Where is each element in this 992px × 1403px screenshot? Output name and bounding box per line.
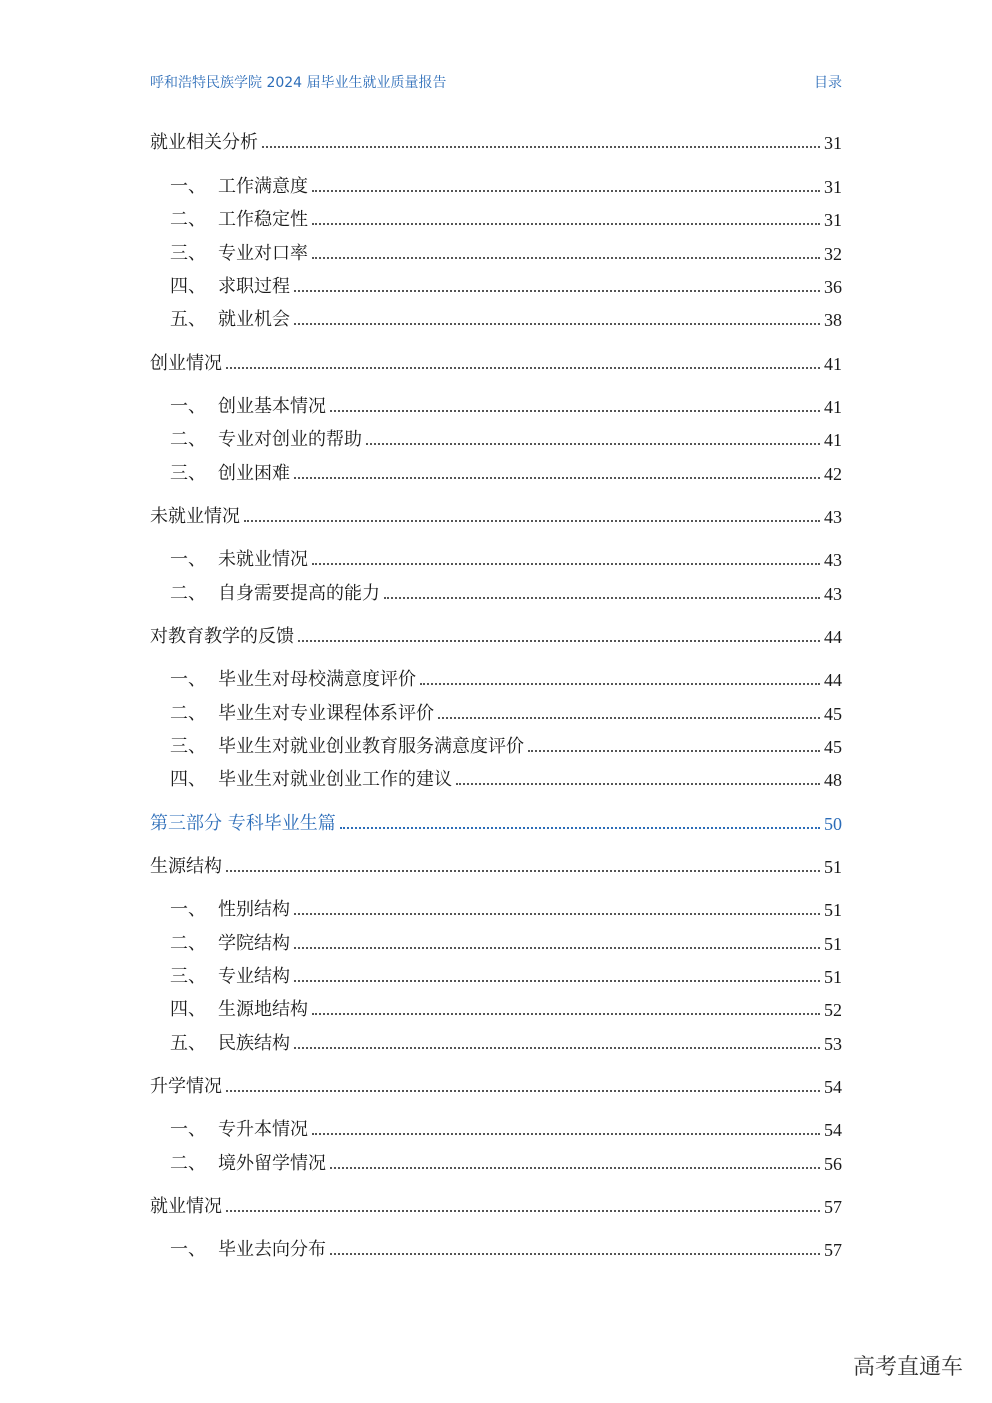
dot-leader (226, 870, 820, 872)
report-title: 呼和浩特民族学院 2024 届毕业生就业质量报告 (150, 75, 447, 91)
toc-section-entry[interactable] (150, 697, 842, 725)
toc-entry-title: 未就业情况 (218, 549, 308, 570)
toc-entry-number: 五、 (170, 1033, 206, 1054)
toc-entry-title: 专业结构 (218, 966, 290, 987)
dot-leader (312, 1013, 820, 1015)
toc-section-entry[interactable] (150, 270, 842, 298)
toc-entry-title: 性别结构 (218, 899, 290, 920)
toc-entry-title: 毕业生对专业课程体系评价 (218, 703, 434, 724)
toc-entry-title: 生源地结构 (218, 999, 308, 1020)
toc-chapter-entry[interactable] (150, 620, 842, 648)
toc-entry-page: 53 (824, 1034, 842, 1054)
toc-entry-title: 毕业去向分布 (218, 1239, 326, 1260)
toc-section-entry[interactable] (150, 1113, 842, 1141)
toc-section-entry[interactable] (150, 237, 842, 265)
toc-entry-number: 一、 (170, 899, 206, 920)
toc-entry-page: 45 (824, 737, 842, 757)
toc-entry-number: 一、 (170, 176, 206, 197)
running-header (150, 70, 842, 94)
toc-section-entry[interactable] (150, 663, 842, 691)
toc-entry-page: 57 (824, 1197, 842, 1217)
toc-section-entry[interactable] (150, 1147, 842, 1175)
toc-section-entry[interactable] (150, 423, 842, 451)
dot-leader (438, 717, 820, 719)
toc-entry-title: 生源结构 (150, 856, 222, 877)
dot-leader (384, 597, 820, 599)
dot-leader (312, 563, 820, 565)
toc-entry-number: 一、 (170, 396, 206, 417)
toc-section-entry[interactable] (150, 960, 842, 988)
toc-entry-number: 四、 (170, 999, 206, 1020)
toc-entry-title: 工作稳定性 (218, 209, 308, 230)
toc-entry-page: 31 (824, 177, 842, 197)
dot-leader (226, 1090, 820, 1092)
toc-entry-title: 就业相关分析 (150, 132, 258, 153)
toc-entry-number: 二、 (170, 1153, 206, 1174)
toc-entry-title: 就业情况 (150, 1196, 222, 1217)
toc-entry-number: 三、 (170, 966, 206, 987)
toc-section-entry[interactable] (150, 303, 842, 331)
toc-entry-title: 学院结构 (218, 933, 290, 954)
dot-leader (226, 1210, 820, 1212)
toc-entry-page: 31 (824, 210, 842, 230)
toc-section-entry[interactable] (150, 457, 842, 485)
toc-chapter-entry[interactable] (150, 1070, 842, 1098)
toc-entry-page: 43 (824, 584, 842, 604)
toc-section-entry[interactable] (150, 993, 842, 1021)
dot-leader (244, 520, 820, 522)
toc-chapter-entry[interactable] (150, 347, 842, 375)
toc-entry-page: 44 (824, 627, 842, 647)
toc-entry-number: 三、 (170, 243, 206, 264)
toc-entry-title: 专升本情况 (218, 1119, 308, 1140)
toc-entry-title: 创业困难 (218, 463, 290, 484)
toc-entry-page: 41 (824, 397, 842, 417)
toc-entry-number: 一、 (170, 1119, 206, 1140)
dot-leader (294, 477, 820, 479)
dot-leader (294, 980, 820, 982)
toc-entry-number: 一、 (170, 549, 206, 570)
toc-chapter-entry[interactable] (150, 500, 842, 528)
dot-leader (294, 290, 820, 292)
toc-entry-page: 57 (824, 1240, 842, 1260)
dot-leader (330, 410, 820, 412)
toc-entry-title: 专业对口率 (218, 243, 308, 264)
toc-entry-page: 48 (824, 770, 842, 790)
dot-leader (312, 223, 820, 225)
toc-entry-page: 43 (824, 507, 842, 527)
toc-entry-number: 三、 (170, 736, 206, 757)
dot-leader (330, 1253, 820, 1255)
toc-entry-title: 就业机会 (218, 309, 290, 330)
toc-entry-title: 对教育教学的反馈 (150, 626, 294, 647)
toc-entry-page: 41 (824, 430, 842, 450)
toc-section-entry[interactable] (150, 390, 842, 418)
dot-leader (294, 323, 820, 325)
dot-leader (262, 146, 820, 148)
toc-entry-title: 第三部分 专科毕业生篇 (150, 813, 336, 834)
toc-section-entry[interactable] (150, 763, 842, 791)
toc-entry-number: 二、 (170, 583, 206, 604)
dot-leader (420, 683, 820, 685)
toc-entry-title: 创业基本情况 (218, 396, 326, 417)
toc-entry-page: 51 (824, 934, 842, 954)
toc-section-entry[interactable] (150, 1233, 842, 1261)
dot-leader (294, 947, 820, 949)
toc-entry-number: 四、 (170, 769, 206, 790)
toc-entry-number: 二、 (170, 933, 206, 954)
toc-entry-title: 自身需要提高的能力 (218, 583, 380, 604)
toc-entry-page: 56 (824, 1154, 842, 1174)
dot-leader (456, 783, 820, 785)
toc-section-entry[interactable] (150, 577, 842, 605)
dot-leader (312, 257, 820, 259)
toc-entry-title: 工作满意度 (218, 176, 308, 197)
toc-entry-number: 三、 (170, 463, 206, 484)
dot-leader (312, 190, 820, 192)
toc-section-entry[interactable] (150, 1027, 842, 1055)
dot-leader (294, 1047, 820, 1049)
toc-part-entry[interactable] (150, 807, 842, 835)
toc-entry-page: 32 (824, 244, 842, 264)
dot-leader (294, 913, 820, 915)
toc-entry-page: 52 (824, 1000, 842, 1020)
toc-entry-title: 专业对创业的帮助 (218, 429, 362, 450)
toc-entry-number: 一、 (170, 1239, 206, 1260)
toc-entry-page: 43 (824, 550, 842, 570)
toc-entry-title: 升学情况 (150, 1076, 222, 1097)
toc-section-entry[interactable] (150, 543, 842, 571)
toc-entry-page: 41 (824, 354, 842, 374)
section-label: 目录 (814, 75, 842, 91)
toc-entry-page: 54 (824, 1077, 842, 1097)
dot-leader (366, 443, 820, 445)
toc-entry-page: 45 (824, 704, 842, 724)
dot-leader (340, 827, 820, 829)
toc-entry-page: 51 (824, 857, 842, 877)
toc-entry-title: 毕业生对就业创业教育服务满意度评价 (218, 736, 524, 757)
toc-entry-page: 54 (824, 1120, 842, 1140)
toc-entry-page: 38 (824, 310, 842, 330)
toc-section-entry[interactable] (150, 927, 842, 955)
toc-entry-title: 境外留学情况 (218, 1153, 326, 1174)
toc-section-entry[interactable] (150, 170, 842, 198)
toc-section-entry[interactable] (150, 203, 842, 231)
toc-entry-page: 51 (824, 900, 842, 920)
watermark: 高考直通车 (853, 1355, 964, 1380)
toc-chapter-entry[interactable] (150, 850, 842, 878)
toc-entry-title: 求职过程 (218, 276, 290, 297)
toc-entry-title: 创业情况 (150, 353, 222, 374)
dot-leader (226, 367, 820, 369)
toc-entry-page: 31 (824, 133, 842, 153)
dot-leader (330, 1167, 820, 1169)
toc-entry-page: 42 (824, 464, 842, 484)
toc-entry-page: 51 (824, 967, 842, 987)
toc-entry-page: 44 (824, 670, 842, 690)
toc-entry-title: 民族结构 (218, 1033, 290, 1054)
toc-section-entry[interactable] (150, 730, 842, 758)
toc-entry-number: 四、 (170, 276, 206, 297)
toc-entry-number: 五、 (170, 309, 206, 330)
dot-leader (312, 1133, 820, 1135)
toc-entry-title: 未就业情况 (150, 506, 240, 527)
toc-chapter-entry[interactable] (150, 1190, 842, 1218)
toc-entry-number: 二、 (170, 703, 206, 724)
dot-leader (528, 750, 820, 752)
toc-chapter-entry[interactable] (150, 126, 842, 154)
toc-entry-page: 36 (824, 277, 842, 297)
toc-entry-number: 二、 (170, 429, 206, 450)
toc-entry-page: 50 (824, 814, 842, 834)
toc-entry-number: 二、 (170, 209, 206, 230)
dot-leader (298, 640, 820, 642)
toc-entry-title: 毕业生对就业创业工作的建议 (218, 769, 452, 790)
toc-entry-number: 一、 (170, 669, 206, 690)
toc-entry-title: 毕业生对母校满意度评价 (218, 669, 416, 690)
toc-section-entry[interactable] (150, 893, 842, 921)
